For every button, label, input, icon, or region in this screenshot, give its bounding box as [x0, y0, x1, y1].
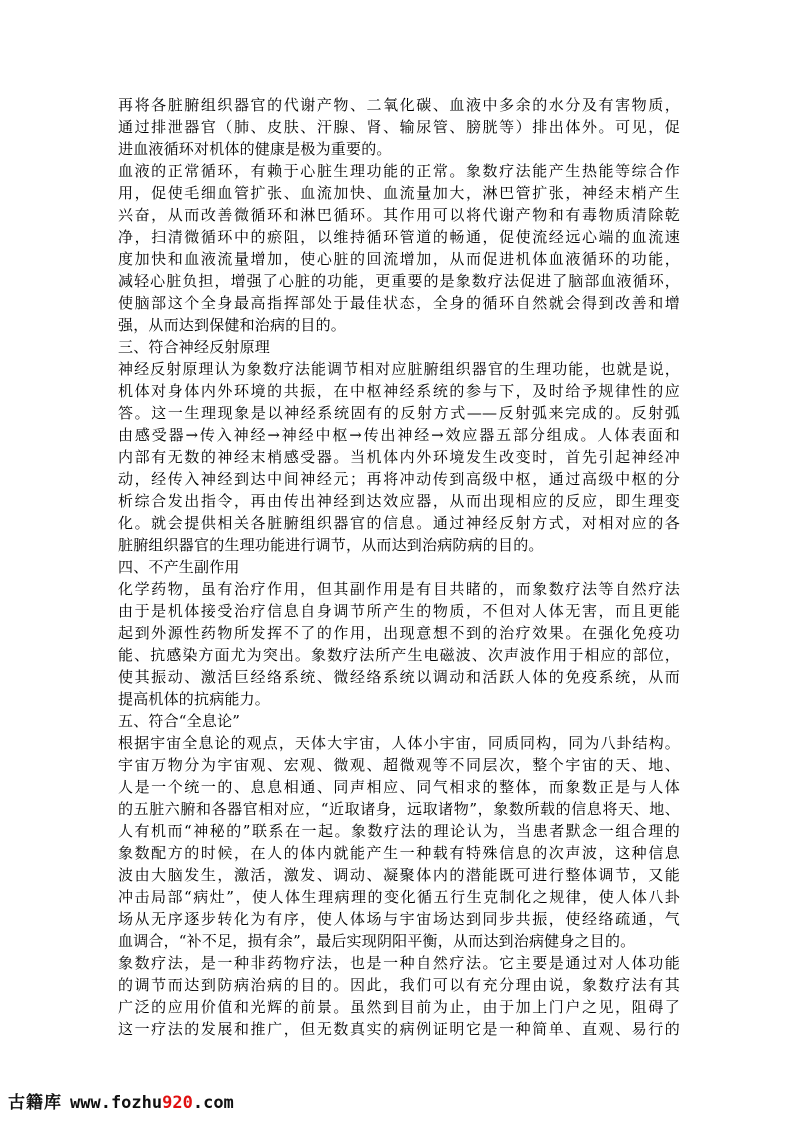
text-line: 动，经传入神经到达中间神经元；再将冲动传到高级中枢，通过高级中枢的分 — [118, 470, 680, 488]
text-line: 的五脏六腑和各器官相对应，“近取诸身，远取诸物”，象数所载的信息将天、地、 — [118, 800, 680, 818]
text-line: 人有机而“神秘的”联系在一起。象数疗法的理论认为，当患者默念一组合理的 — [118, 822, 680, 840]
text-line: 冲击局部“病灶”，使人体生理病理的变化循五行生克制化之规律，使人体八卦 — [118, 888, 680, 906]
text-line: 起到外源性药物所发挥不了的作用，出现意想不到的治疗效果。在强化免疫功 — [118, 624, 680, 642]
text-line: 血调合，“补不足，损有余”，最后实现阴阳平衡，从而达到治病健身之目的。 — [118, 932, 636, 950]
text-line: 强，从而达到保健和治病的目的。 — [118, 316, 347, 334]
text-line: 度加快和血液流量增加，使心脏的回流增加，从而促进机体血液循环的功能， — [118, 250, 680, 268]
text-line: 场从无序逐步转化为有序，使人体场与宇宙场达到同步共振，使经络疏通，气 — [118, 910, 680, 928]
text-line: 脏腑组织器官的生理功能进行调节，从而达到治病防病的目的。 — [118, 536, 544, 554]
text-line: 波由大脑发生，激活，激发、调动、凝聚体内的潜能既可进行整体调节，又能 — [118, 866, 680, 884]
text-line: 由感受器→传入神经→神经中枢→传出神经→效应器五部分组成。人体表面和 — [118, 426, 680, 444]
site-url-highlight: 920 — [162, 1093, 193, 1113]
site-url-suffix: .com — [192, 1093, 234, 1113]
text-line: 神经反射原理认为象数疗法能调节相对应脏腑组织器官的生理功能，也就是说， — [118, 360, 680, 378]
text-line: 进血液循环对机体的健康是极为重要的。 — [118, 140, 392, 158]
text-line: 使其振动、激活巨经络系统、微经络系统以调动和活跃人体的免疫系统，从而 — [118, 668, 680, 686]
text-line: 答。这一生理现象是以神经系统固有的反射方式——反射弧来完成的。反射弧 — [118, 404, 680, 422]
site-url-prefix: www.fozhu — [70, 1093, 163, 1113]
section-heading: 四、不产生副作用 — [118, 558, 240, 576]
text-line: 人是一个统一的、息息相通、同声相应、同气相求的整体，而象数正是与人体 — [118, 778, 680, 796]
text-line: 用，促使毛细血管扩张、血流加快、血流量加大，淋巴管扩张，神经末梢产生 — [118, 184, 680, 202]
text-line: 象数配方的时候，在人的体内就能产生一种载有特殊信息的次声波，这种信息 — [118, 844, 680, 862]
text-line: 减轻心脏负担，增强了心脏的功能，更重要的是象数疗法促进了脑部血液循环， — [118, 272, 680, 290]
text-line: 的调节而达到防病治病的目的。因此，我们可以有充分理由说，象数疗法有其 — [118, 976, 680, 994]
text-line: 由于是机体接受治疗信息自身调节所产生的物质，不但对人体无害，而且更能 — [118, 602, 680, 620]
text-line: 象数疗法，是一种非药物疗法，也是一种自然疗法。它主要是通过对人体功能 — [118, 954, 680, 972]
text-line: 内部有无数的神经末梢感受器。当机体内外环境发生改变时，首先引起神经冲 — [118, 448, 680, 466]
text-line: 化。就会提供相关各脏腑组织器官的信息。通过神经反射方式，对相对应的各 — [118, 514, 680, 532]
text-line: 兴奋，从而改善微循环和淋巴循环。其作用可以将代谢产物和有毒物质清除乾 — [118, 206, 680, 224]
section-heading: 五、符合“全息论” — [118, 712, 241, 730]
text-line: 血液的正常循环，有赖于心脏生理功能的正常。象数疗法能产生热能等综合作 — [118, 162, 680, 180]
document-body — [118, 94, 680, 1040]
text-line: 化学药物，虽有治疗作用，但其副作用是有目共睹的，而象数疗法等自然疗法 — [118, 580, 680, 598]
text-line: 机体对身体内外环境的共振，在中枢神经系统的参与下，及时给予规律性的应 — [118, 382, 680, 400]
text-line: 析综合发出指令，再由传出神经到达效应器，从而出现相应的反应，即生理变 — [118, 492, 680, 510]
text-line: 净，扫清微循环中的瘀阻，以维持循环管道的畅通，促使流经远心端的血流速 — [118, 228, 680, 246]
text-line: 提高机体的抗病能力。 — [118, 690, 271, 708]
footer-watermark — [8, 1089, 234, 1117]
text-line: 根据宇宙全息论的观点，天体大宇宙，人体小宇宙，同质同构，同为八卦结构。 — [118, 734, 680, 752]
text-line: 再将各脏腑组织器官的代谢产物、二氧化碳、血液中多余的水分及有害物质， — [118, 96, 680, 114]
text-line: 宇宙万物分为宇宙观、宏观、微观、超微观等不同层次，整个宇宙的天、地、 — [118, 756, 680, 774]
section-heading: 三、符合神经反射原理 — [118, 338, 271, 356]
text-line: 使脑部这个全身最高指挥部处于最佳状态，全身的循环自然就会得到改善和增 — [118, 294, 680, 312]
text-line: 广泛的应用价值和光辉的前景。虽然到目前为止，由于加上门户之见，阻碍了 — [118, 998, 680, 1016]
text-line: 通过排泄器官（肺、皮肤、汗腺、肾、输尿管、膀胱等）排出体外。可见，促 — [118, 118, 680, 136]
text-line: 能、抗感染方面尤为突出。象数疗法所产生电磁波、次声波作用于相应的部位， — [118, 646, 680, 664]
text-line: 这一疗法的发展和推广，但无数真实的病例证明它是一种简单、直观、易行的 — [118, 1020, 680, 1038]
site-name: 古籍库 — [8, 1093, 62, 1113]
